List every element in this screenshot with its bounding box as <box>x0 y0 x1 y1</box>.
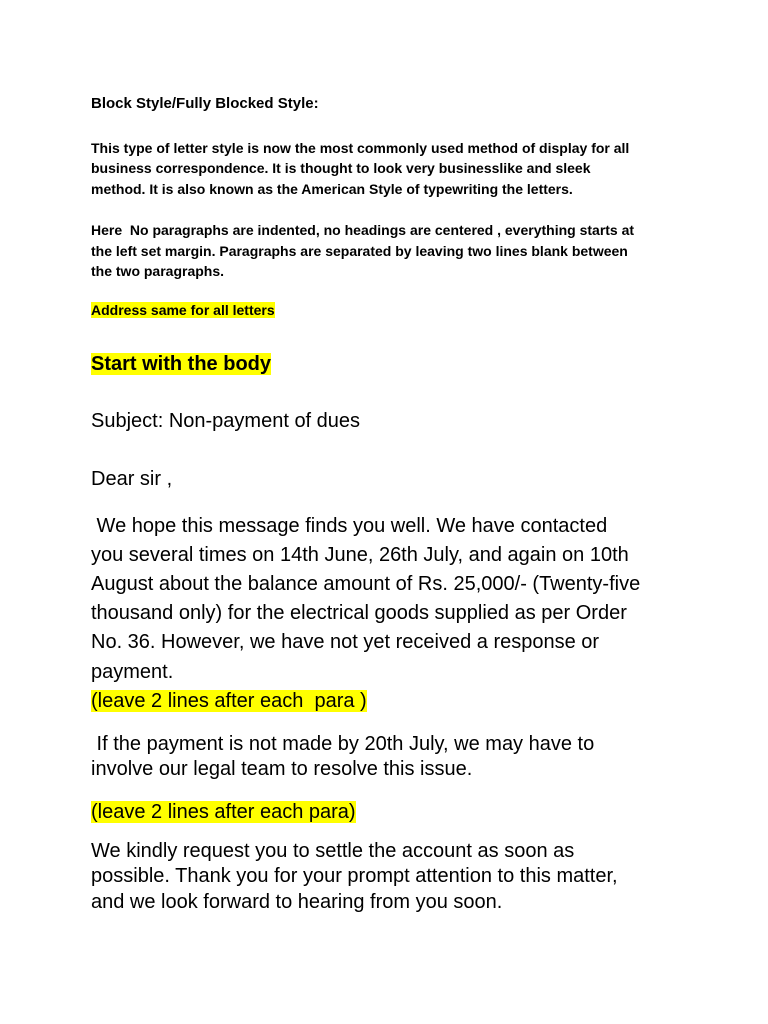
para1-line-6: payment. <box>91 661 174 683</box>
salutation: Dear sir , <box>91 468 173 490</box>
paragraph-note-2-text: (leave 2 lines after each para) <box>91 801 356 823</box>
document-heading: Block Style/Fully Blocked Style: <box>91 95 319 112</box>
body-start-text: Start with the body <box>91 353 271 375</box>
para3-line-1: We kindly request you to settle the account as soon as <box>91 840 575 862</box>
intro-line-3: method. It is also known as the American Style of typewriting the letters. <box>91 181 573 197</box>
paragraph-note-1-text: (leave 2 lines after each para ) <box>91 690 367 712</box>
subject-line: Subject: Non-payment of dues <box>91 410 361 432</box>
para1-line-4: thousand only) for the electrical goods supplied as per Order <box>91 602 627 624</box>
para1-line-5: No. 36. However, we have not yet received a response or <box>91 631 600 653</box>
para1-line-2: you several times on 14th June, 26th July, and again on 10th <box>91 544 629 566</box>
intro-line-2: business correspondence. It is thought to look very businesslike and sleek <box>91 160 591 176</box>
para1-line-1: We hope this message finds you well. We have contacted <box>91 515 608 537</box>
para3-line-2: possible. Thank you for your prompt attention to this matter, <box>91 865 618 887</box>
para2-line-1: If the payment is not made by 20th July, we may have to <box>91 733 595 755</box>
address-note <box>91 300 275 321</box>
rules-line-1: Here No paragraphs are indented, no headings are centered , everything starts at <box>91 222 635 238</box>
rules-line-2: the left set margin. Paragraphs are separated by leaving two lines blank between <box>91 243 628 259</box>
paragraph-note-1 <box>91 687 367 716</box>
para2-line-2: involve our legal team to resolve this issue. <box>91 758 473 780</box>
intro-line-1: This type of letter style is now the most commonly used method of display for all <box>91 140 630 156</box>
paragraph-note-2 <box>91 798 356 827</box>
body-start-heading <box>91 350 271 378</box>
rules-line-3: the two paragraphs. <box>91 263 225 279</box>
para3-line-3: and we look forward to hearing from you soon. <box>91 891 503 913</box>
address-note-text: Address same for all letters <box>91 302 275 318</box>
para1-line-3: August about the balance amount of Rs. 25,000/- (Twenty-five <box>91 573 641 595</box>
